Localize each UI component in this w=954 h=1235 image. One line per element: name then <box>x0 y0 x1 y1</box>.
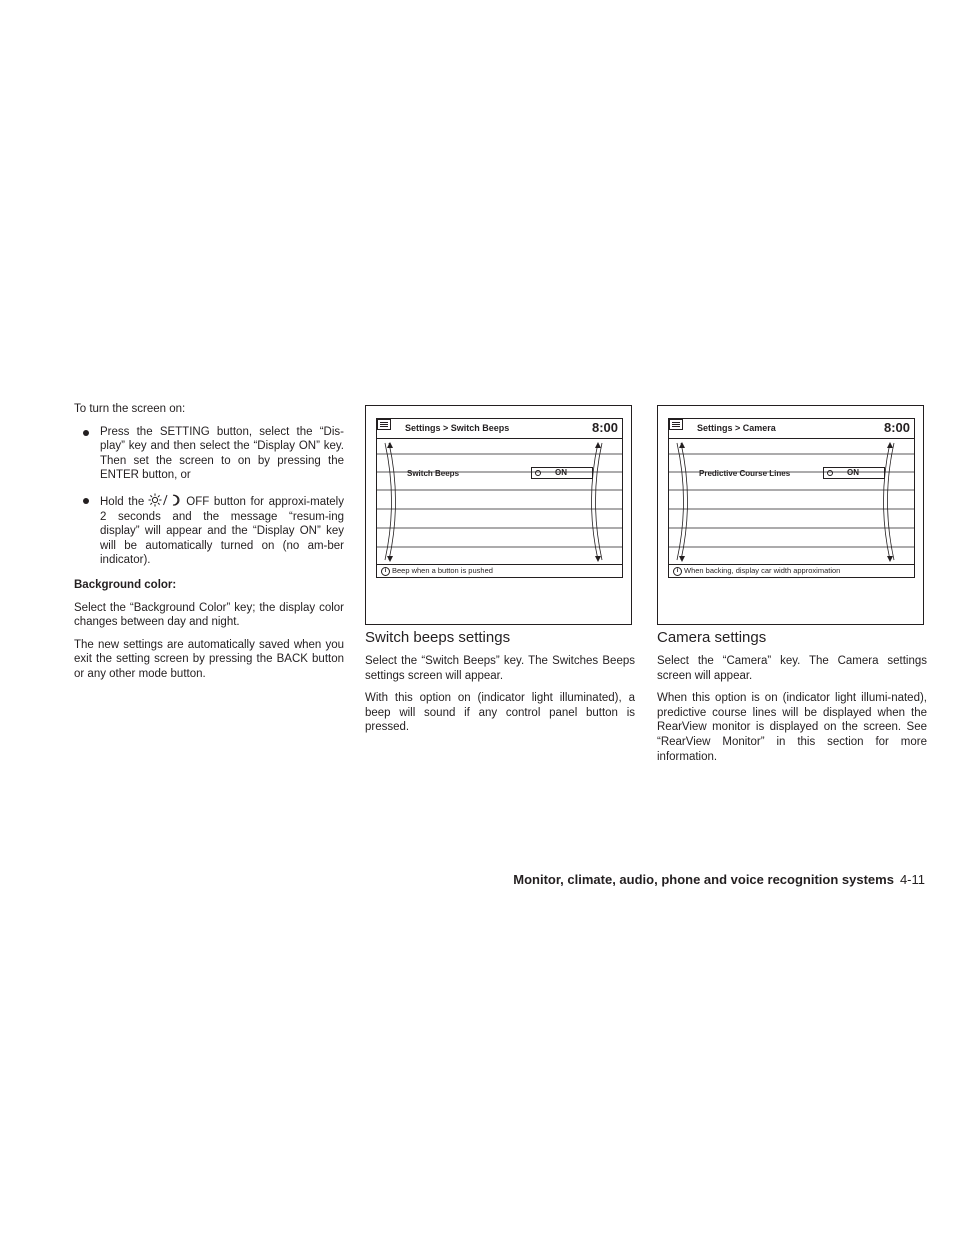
screen-frame <box>668 418 915 578</box>
list-item-text: Hold the <box>100 495 145 508</box>
screen-title-bar <box>377 419 622 439</box>
screen-title: Settings > Switch Beeps <box>405 423 510 433</box>
camera-screen <box>668 418 915 578</box>
switch-beeps-screen-figure <box>365 405 632 625</box>
footer-title: Monitor, climate, audio, phone and voice recognition systems <box>513 872 894 887</box>
switch-beeps-paragraph: With this option on (indicator light illuminated), a beep will sound if any control panel button is pressed. <box>365 692 635 734</box>
section-heading: Switch beeps settings <box>365 629 511 646</box>
sun-moon-icon <box>148 493 182 507</box>
switch-beeps-screen <box>376 418 623 578</box>
switch-beeps-column <box>365 405 635 735</box>
indicator-icon <box>535 470 541 476</box>
screen-title: Settings > Camera <box>697 423 776 433</box>
page-footer <box>513 872 925 888</box>
instruction-list <box>74 425 344 568</box>
screen-frame <box>376 418 623 578</box>
list-item: Press the SETTING button, select the “Dis-play” key and then select the “Display ON” key. Then set the screen to on by pressing the ENTER button, or <box>100 425 344 482</box>
toggle-label: ON <box>847 468 859 477</box>
camera-paragraph: When this option is on (indicator light illumi-nated), predictive course lines will be displayed when the RearView monitor is displayed on the screen. See “RearView Monitor” in this section for more information. <box>657 692 927 763</box>
toggle-label: ON <box>555 468 567 477</box>
page-number: 4-11 <box>899 872 925 887</box>
camera-paragraph: Select the “Camera” key. The Camera settings screen will appear. <box>657 655 927 682</box>
predictive-course-lines-toggle <box>823 467 885 479</box>
intro-text: To turn the screen on: <box>74 403 186 415</box>
info-icon: i <box>381 567 390 576</box>
clock-time: 8:00 <box>591 420 618 435</box>
clock-time: 8:00 <box>883 420 910 435</box>
background-color-heading: Background color: <box>74 578 177 591</box>
indicator-icon <box>827 470 833 476</box>
screen-info-bar <box>669 564 914 578</box>
predictive-course-lines-label: Predictive Course Lines <box>699 469 791 478</box>
screen-title-bar <box>669 419 914 439</box>
camera-screen-figure <box>657 405 924 625</box>
section-heading: Camera settings <box>657 629 767 646</box>
list-item-text: OFF button for approxi-mately 2 seconds and the message “resum-ing display” will appear and the “Display ON” key will be automatically turned on (no am-ber indicator). <box>100 495 344 567</box>
screen-info-text: Beep when a button is pushed <box>392 566 493 575</box>
info-icon: i <box>673 567 682 576</box>
screen-info-bar <box>377 564 622 578</box>
left-column <box>74 402 344 682</box>
background-color-text: Select the “Background Color” key; the display color changes between day and night. <box>74 601 344 629</box>
settings-menu-icon <box>377 419 391 430</box>
settings-saved-text: The new settings are automatically saved when you exit the setting screen by pressing the BACK button or any other mode button. <box>74 638 344 680</box>
settings-menu-icon <box>669 419 683 430</box>
switch-beeps-item-label: Switch Beeps <box>407 469 460 478</box>
switch-beeps-toggle <box>531 467 593 479</box>
switch-beeps-paragraph: Select the “Switch Beeps” key. The Switches Beeps settings screen will appear. <box>365 655 635 682</box>
list-item <box>100 493 344 568</box>
screen-info-text: When backing, display car width approximation <box>684 566 841 575</box>
camera-column <box>657 405 927 764</box>
